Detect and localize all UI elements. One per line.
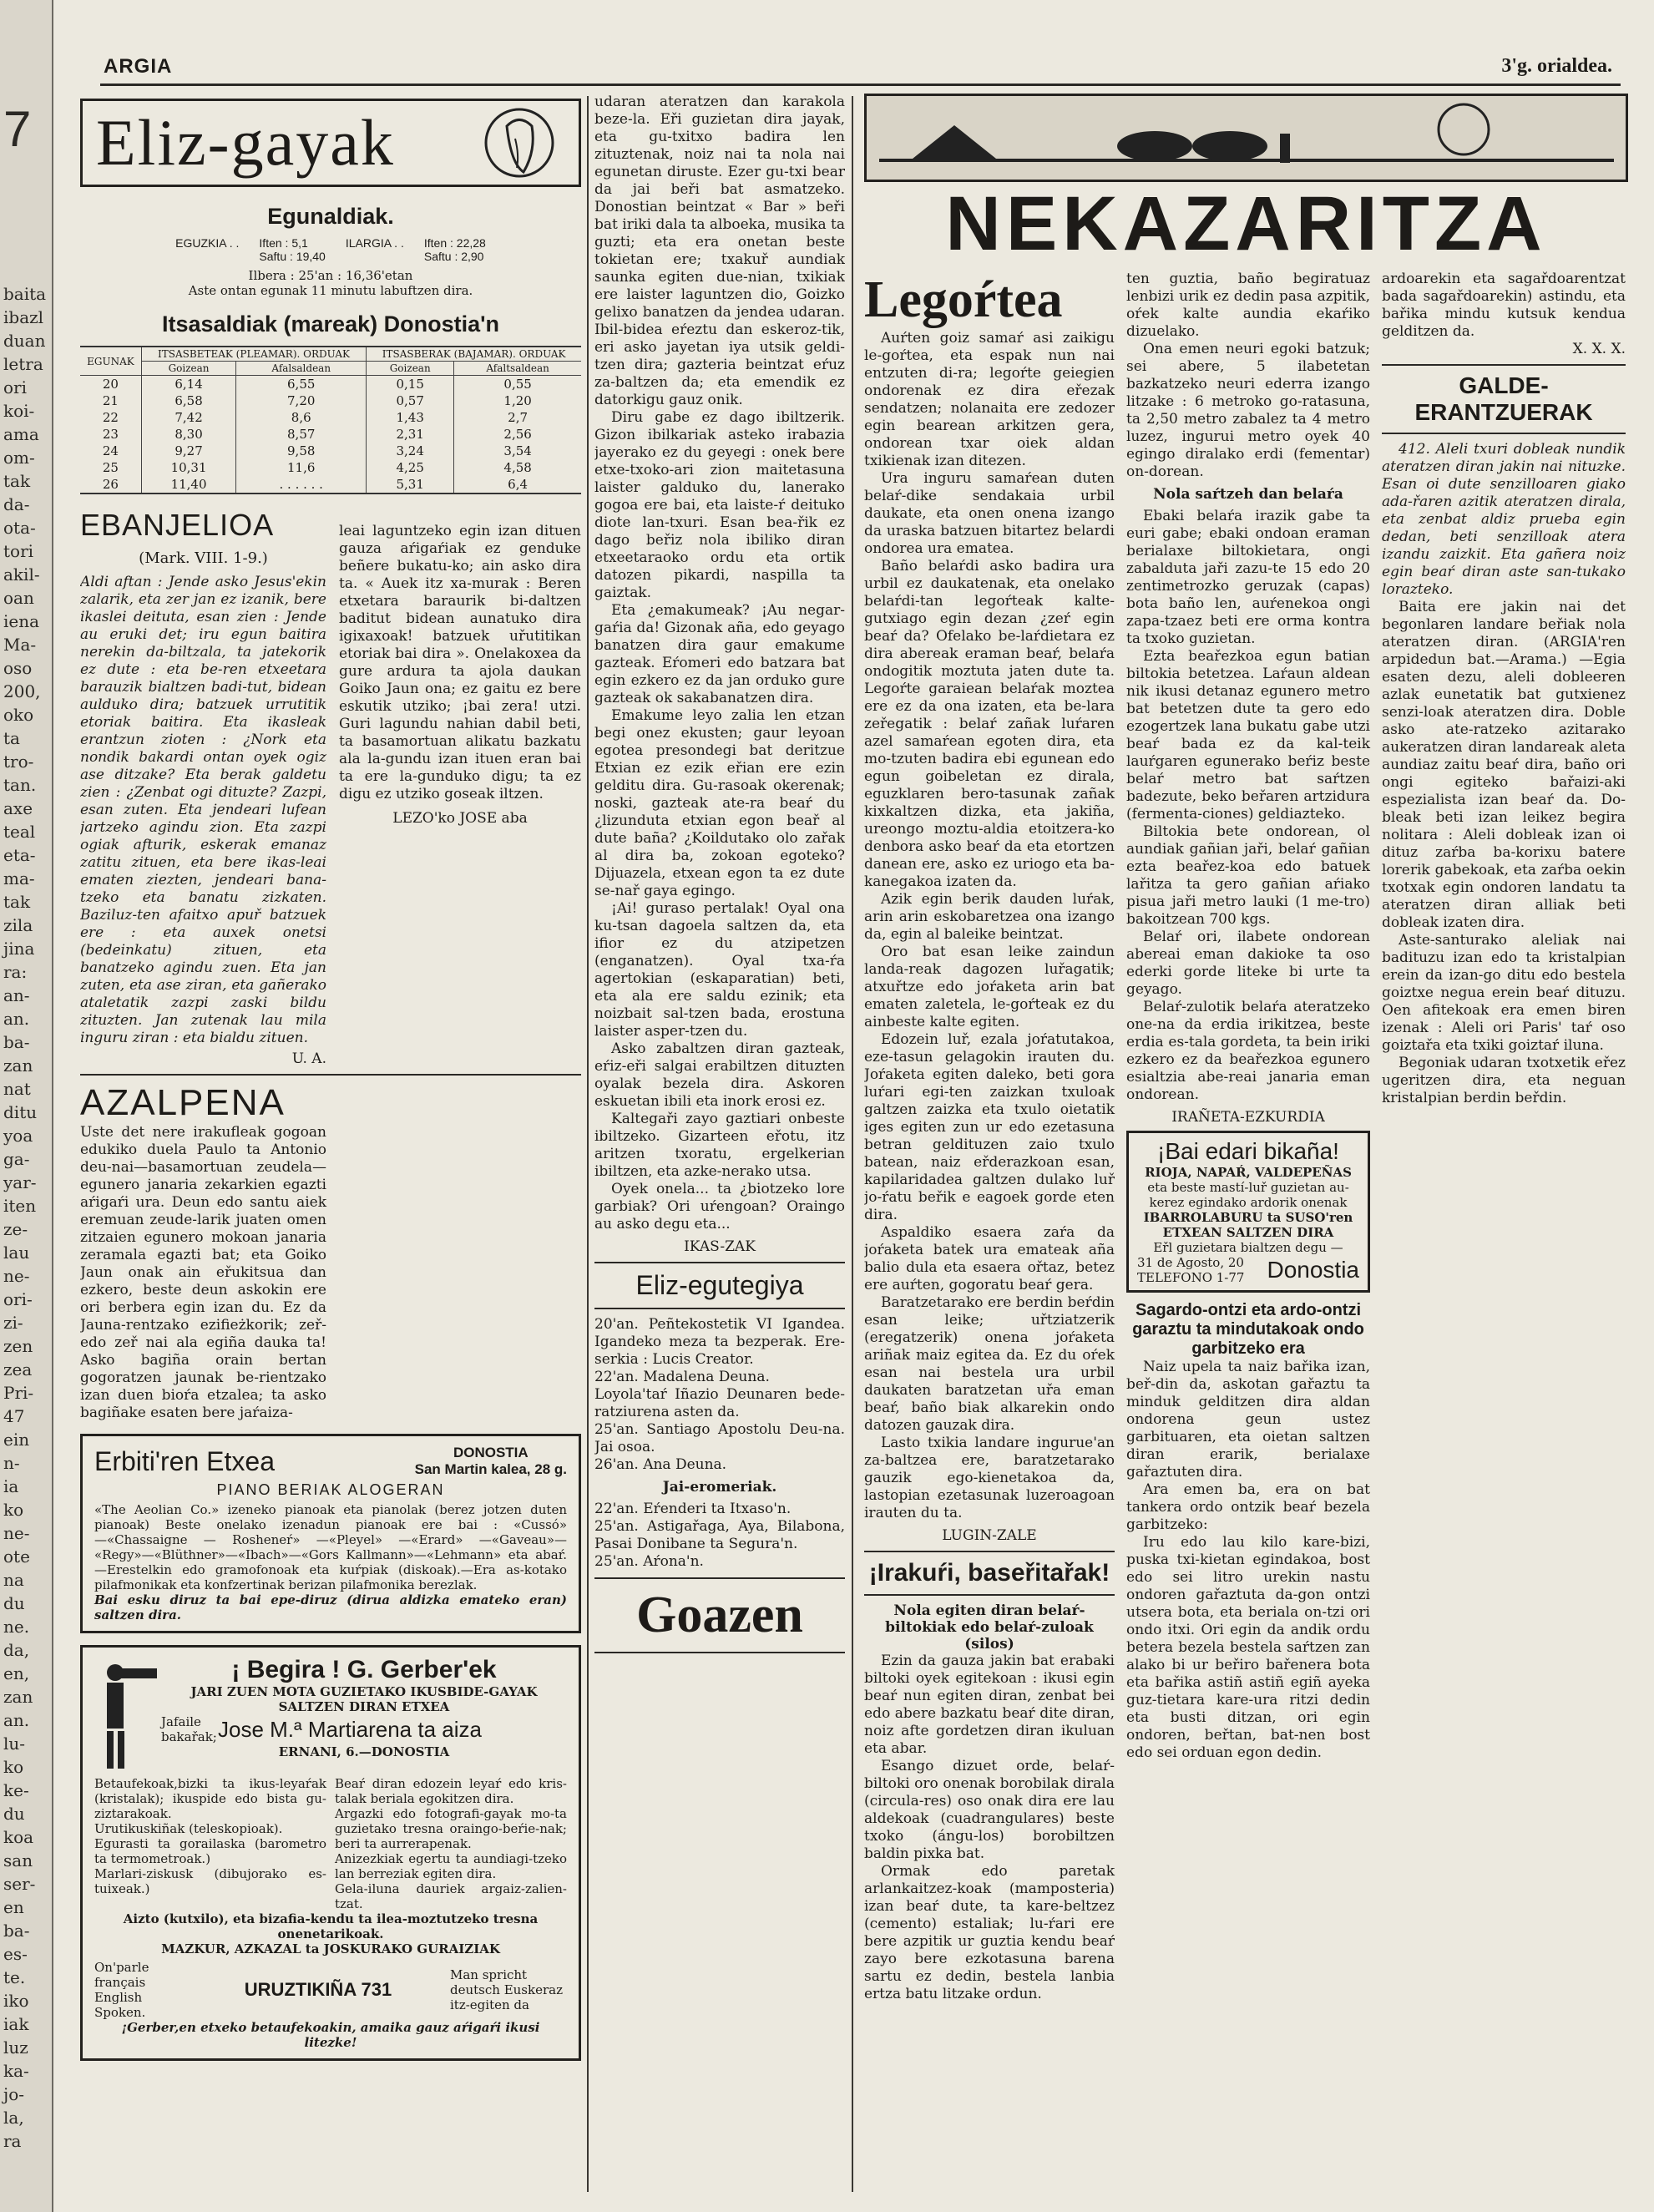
calendar-item: 22'an. Eŕenderi ta Itxaso'n. <box>594 1501 792 1517</box>
edge-word: 200, <box>3 681 41 701</box>
edge-word: iena <box>3 611 40 631</box>
azalpena-title: AZALPENA <box>80 1082 286 1123</box>
edge-word: te. <box>3 1967 26 1987</box>
edge-word: zi- <box>3 1313 23 1333</box>
edge-word: lu- <box>3 1734 26 1754</box>
edge-word: tori <box>3 541 34 561</box>
edge-word: koa <box>3 1827 34 1847</box>
edge-word: an. <box>3 1710 30 1730</box>
calendar-item: 25'an. Aŕona'n. <box>594 1553 704 1570</box>
bai-edari-ad: ¡Bai edari bikaña! RIOJA, NAPAŔ, VALDEPEÑAS eta beste mastí-luř guzietan au-kerez egindako ardorik onenak IBARROLABURU ta SUSO'ren ETXEAN SALTZEN DIRA Eřl guzietara bialtzen degu — 31 de Agosto, 20 TELEFONO 1-77 Donostia <box>1126 1131 1370 1293</box>
edge-word: ne- <box>3 1523 30 1543</box>
edge-word: ne. <box>3 1617 30 1637</box>
edge-word: oso <box>3 658 33 678</box>
edge-word: teal <box>3 822 36 842</box>
edge-word: da, <box>3 1640 30 1660</box>
edge-word: akil- <box>3 564 40 585</box>
column-right: NEKAZARITZA Legoŕtea Auŕten goiz samaŕ asi zaikigu le-goŕtea, eta espak nun nai entzuten di-ra; legoŕte geiegien ondorenak ez dira eřezak sendatzen; nolanaita ere zedozer egin bearean arkitzen gera, ondorean txar oiek aldan txikienak izan ditezen. Ura inguru samaŕean duten belaŕ-dike sendakaia urbil daukate, eta onen onena izango da uraska batzuen bitartez belardi ondorea ura ematea. Baño belaŕdi asko badira ura urbil ez daukatenak, eta onelako belaŕdi-tan legoŕteak kalte-gutxiago egin dezan ¿zeŕ egin beaŕ da? Ofelako be-laŕdietara ez dira abereak eraman beaŕ, belaŕa ondogitik moztuta jaten dute ta. Legoŕte garaiean belaŕak moztea ere ez da ona izaten, eta be-lara zeřegatik : belaŕ zañak luŕaren azel samaŕean egoten dira, eta mo-tzuten badira ebi egunean edo egun goibeletan ez dirala, eguzklaren bero-tasunak zañak kixkaltzen dizka, eta jakiña, ureongo moztu-aldia etoitzera-ko denbora asko beaŕ da eta etortzen danean ere, asko ez uriogo eta ba-kanegakoa izaten da. Azik egin berik dauden luŕak, arin arin eskobaretzea ona izango da, egin al baleike beintzat. Oro bat esan leike zaindun landa-reak dagozen luřagatik; atxuřtze edo joŕaketa arin bat ematen zaletela, le-goŕteak ez du ainbeste kalte egiten. Edozein luř, ezala joŕatutakoa, eze-tasun gelagokin irauten du. Joŕaketa egiten daleko, beti gora luŕari egi-ten zaizkan txuloak galtzen zaizka eta txulo oietatik iges egiten zun ur edo ezetasuna betran geldituzen zaio txulo batean, naiz eřderazkoan esan, kapilaridadea galtzen dulako luř jo-ŕatu beřik e eagoek gorde eten dira. Aspaldiko esaera zaŕa da joŕaketa batek ura emateak aña balio dula eta esaera ořtaz, betez ere auŕten, gogoratu beaŕ gera. Baratzetarako ere berdin beŕdin esan leike; uřtziatzerik (eregatzerik) onena joŕaketa ariñak maiz egitea da. Ez du oŕek esan nai bestela ura urbil daukaten baratzetan uřa eman beaŕ, baño biak alkarekin ondo datozen gauzak dira. Lasto txikia landare ingurue'an za-baltzea ere, baratzetarako gauzik ego-kienetakoa da, lastopian ezetasunak luzeroagoan irauten du ta. LUGIN-ZALE ¡Irakuŕi, baseřitařak! Nola egiten diran belaŕ-biltokiak edo belaŕ-zuloak (silos) Ezin da gauza jakin bat erabaki biltoki oyek egitekoan : ikusi egin beaŕ nun egiten diran, zenbat bei edo abere bazkatu beaŕ dite diran, noiz afte gordetzen diran ikuluan eta abar. Esango dizuet orde, belaŕ-biltoki oro onenak borobilak dirala (circula-res) oso onak dira ere lau aldekoak (cuadrangulares) beste txoko (ángu-los) borobiltzen baldin pixka bat. Ormak edo paretak arlankaitzez-koak (mamposteria) izan beaŕ dute, ta kare-beltzez (cemento) estaliak; lu-ŕari ere bere azpitik ur guztia kendu beaŕ zayo bere ezkotasuna barena sartu ez dedin, bestela lanbia ertza batu litzake ordun. ten guztia, baño begiratuaz lenbizi urik ez dedin pasa azpitik, oŕek kalte aundia ekaŕiko dizuelako. Ona emen neuri egoki batzuk; sei abere, 5 ilabetetan bazkatzeko neuri ederra izango litzake : 6 metroko go-ratasuna, ta 2,50 metro zabalez ta 4 metro luzez, ingurui metro oyek 40 egingo diralako erdi (fementar) on-dorean. Nola saŕtzeh dan belaŕa Ebaki belaŕa irazik gabe ta euri gabe; ebaki ondoan eraman berialaxe biltokietara, ongi zabalduta jaři zazu-te 15 edo 20 zentimetrozko geruzak (capas) bota baño len, auŕenekoa ongi zapa-tzaez beti ere orma kontra ta txoko guzietan. Ezta beařezkoa egun batian biltokia betetzea. Laŕaun aldean nik ikusi detanaz egunero metro bat betetzen dute ta gero edo ezogertzek lana bukatu gabe utzi beaŕ bada ez da kal-teik lauŕgaren egunerako beŕiz beste belaŕ metro bat saŕtzen badezute, beko beřaren artzidura (fermenta-ciones) geldiazteko. Biltokia bete ondorean, ol aundiak gañian jaři, belaŕ gañian ezta beařez-koa edo batuek lařitza ta gero gañian aŕiako pisua jaři metro lauki (1 me-tro) bakoitzean 700 kgs. Belaŕ ori, ilabete ondorean abereai eman dakioke ta oso ederki gorde liteke bi urte ta geyago. Belaŕ-zulotik belaŕa ateratzeko one-na da erdia irikitzea, beste erdia es-tala gordeta, ta bein iriki ezkero ez da beařezkoa egunero esialtzia abe-reai janaria eman ondorean. IRAÑETA-EZKURDIA ¡Bai edari bikaña! RIOJA, NAPAŔ, VALDEPEÑAS eta beste mastí-luř guzietan au-kerez egindako ardorik onenak IBARROLABURU ta SUSO'ren ETXEAN SALTZEN DIRA Eřl guzietara bialtzen degu — 31 de Agosto, 20 TELEFONO 1-77 Donostia Sagardo-ontzi eta ardo-ontzi garaztu ta mindutakoak ondo garbitzeko era Naiz upela ta naiz bařika izan, beř-din da, askotan gařaztu ta minduk gelditzen dira aldan ondorena geun ustez garbituaren, eta oietan saltzen diran erarik, berialaxe gařaztuten dira. Ara emen ba, era on bat tankera ordo ontzik beaŕ bezela garbitzeko: Iru edo lau kilo kare-bizi, puska txi-kietan egindakoa, bost edo sei litro urekin nastu ondoren gařaztuta da-gon ontzi utsera bota, eta beriala on-tzi ori ondo itxi. Ori egin da andik ordu betera bezela bestela saŕtzen zan alako bi ur beřiro bařenera bota eta bařika astiñ astiñ egiñ ayeka guz-tietara kare-ura ritzi dedin eta busti ditzan, ori egin ondoren, beřtan, bat-nen bost edo sei orduan egon dedin. ardoarekin eta sagařdoarentzat bada sagařdoarekin) astindu, eta bařika mindu kutsuk kendua gelditzen da. X. X. X. GALDE-ERANTZUERAK 412. Aleli txuri dobleak nundik ateratzen diran jakin nai nituzke. Esan oi dute senzilloaren giako ada-řaren azitik ateratzen dirala, eta zenbat aldiz prueba egin dedan, beti senzilloak atera izandu zaizkit. Eta gañera noiz egin beaŕ diran aste san-tukako lorazteko. Baita ere jakin nai det begonlaren landare beřiak nola ateratzen diran. (ARGIA'ren arpidedun bat.—Arama.) —Egia esaten dezu, aleli dobleeren azlak eunetatik bat gutxienez senzi-loak ateratzen dira. Doble asko ate-ratzeko azitarako aukeratzen diran landareak aleta aundiaz zaitu beaŕ dira, baño ori ongi egiteko bařaizi-aki espezialista izan beaŕ da. Do-bleak beti izan leikez begira nolitara : Aleli dobleak izan oi dituz zaŕba ba-korixu batere lorerik gabekoak, eta zaŕba oekin txotxak egin ondoren landatu ta ateratzen diran alliak beti dobleak izaten dira. Aste-santurako aleliak nai badituzu izan edo ta kristalpian erein da izan-go ditu edo bestela goiztxe negua erein beaŕ dituzu. Oen afitekoak era emen biren izenak : Aleli ori Paris' taŕ oso goiztařa eta txiki goiztaŕ iluna. Begoniak udaran txotxetik eřez ugeritzen dira, eta neguan kristalpian berdin beřdin. <box>864 94 1628 2189</box>
edge-word: na <box>3 1570 24 1590</box>
edge-word: lau <box>3 1243 30 1263</box>
edge-word: zan <box>3 1055 33 1076</box>
tide-row: 21 6,58 7,20 0,57 1,20 <box>80 392 581 409</box>
ebanjelioa-title: EBANJELIOA <box>80 508 275 542</box>
ilbera-line: Ilbera : 25'an : 16,36'etan <box>248 268 413 283</box>
irakurri-title: ¡Irakuŕi, baseřitařak! <box>868 1559 1110 1587</box>
edge-word: ma- <box>3 868 35 888</box>
ebanjelioa-text: Aldi aftan : Jende asko Jesus'ekin zalarik, eta zer jan ez izanik, bere ikaslei deituta, esan zien : Jende au eruki det; iru egun baitira nerekin da-biltzala, ta jatekorik ez dute : eta be-ren etxeetara barauzik bialtzen badi-tut, bidean aulduko dira; batzuek urrutitik etoriak baitira. Eta ikasleak erantzun zioten : ¿Nork eta nondik bakardi ontan oyek ogiz ase ditzake? Eta berak galdetu zien : ¿Zenbat ogi dituzte? Zazpi, esan zuten. Eta jendeari lufean jartzeko agindu zion. Eta zazpi ogiak afturik, eskerak emanaz zatitu zituen, eta bere ikas-leai ematen ziezten, jendeari bana-tzeko eta banatu zizkaten. Baziluz-ten afaitxo apuř batzuek ere : eta auxek onetsi (bedeinkatu) zituen, eta banatzeko agindu zuen. Eta jan zuten, eta ase ziran, eta gañerako ataletatik zazpi zaski bildu zituzten. Jan zutenak lau mila inguru ziran : eta bialdu zituen. <box>80 574 326 1046</box>
edge-word: ori <box>3 377 27 397</box>
edge-word: en, <box>3 1663 30 1683</box>
calendar-item: 25'an. Astigařaga, Aya, Bilabona, Pasai Donibane ta Segura'n. <box>594 1518 845 1552</box>
edge-word: ne- <box>3 1266 30 1286</box>
edge-word: Pri- <box>3 1383 34 1403</box>
column-left <box>80 99 581 2190</box>
running-header <box>100 55 1621 86</box>
column-middle: udaran ateratzen dan karakola beze-la. Eři guzietan dira jayak, eta gu-txitxo badira len zituztenak, noiz nai ta nola nai egunetan diruste. Ezer gu-txi bear da jai beři bat asmatzeko. Donostian beintzat « Bar » beři bat iriki dala ta alboeka, musika ta guzti; eta era onetan beste tokietan ere; txakuř aundiak saunka egiten due-nian, txikiak ere laister laguntzen dio, Goizko gelixo banatzen da jendea udaran. Ibil-bidea eŕeztu dan eskeroz-tik, eri asko jayetan iya utsik geldi-tzen dira; gazteria beintzat eŕuz za-baltzen da; eta emendik ez datorkigu gauz onik. Diru gabe ez dago ibiltzerik. Gizon ibilkariak asteko irabazia jayerako ez du geyegi : onek bere etxe-txoko-ari zion maitetasuna laister galduko du, lanerako gogoa ere bai, eta laiste-ŕ deituko diote lan-txuri. Esan bea-řik ez dago beřiz nola ibiliko diran etxeetaraoko ordu eta ortik datozen pikardi, naspilla ta gaiztak. Eta ¿emakumeak? ¡Au negar-gaŕia da! Gizonak aña, edo geyago banatzen dira gaur emakume gazteak. Eŕomeri edo batzara bat egin ezkero ez da jan orduko gure gazteak ok sakabanatzen dira. Emakume leyo zalia len etzan begi onez ekusten; gaur leyoan egotea presondegi bat deritzue Etxian ez ezik eřian ere ezin gelditu dira. Gu-rasoak okerenak; noski, gazteak ate-ra beaŕ du ¿lizunduta etxian egon beař al dute baña? ¿Koildutako olo zařak al dira ba, zokoan egoteko? Dijuazela, etxean egon ta ez dute se-nař gaya egingo. ¡Ai! guraso pertalak! Oyal ona ku-tsan dagoela saltzen da, eta ifior ez du atzipetzen (enganatzen). Oyal txa-ŕa agertokian (eskaparatian) beti, eta ala ere saldu ezinik; eta noizbait sal-tzen bada, erostuna laister asper-tzen du. Asko zabaltzen diran gazteak, eŕiz-eři salgai erabiltzen dituzten oyalak bezela dira. Askoren eskuetan ibili eta inork erosi ez. Kaltegaři zayo gaztiari onbeste ibiltzeko. Gizarteen eřotu, itz aritzen txoratu, ergelkerian ibiltzen, eta azke-nerako utsa. Oyek onela... ta ¿biotzeko lore garbiak? Ori uŕengoan? Oraingo au asko degu eta... IKAS-ZAK Eliz-egutegiya 20'an. Peñtekostetik VI Igandea. Igandeko meza ta bezperak. Ere-serkia : Lucis Creator. 22'an. Madalena Deuna. Loyola'taŕ Iñazio Deunaren bede-ratziurena asten da. 25'an. Santiago Apostolu Deu-na. Jai osoa. 26'an. Ana Deuna. Jai-eromeriak. 22'an. Eŕenderi ta Itxaso'n. 25'an. Astigařaga, Aya, Bilabona, Pasai Donibane ta Segura'n. 25'an. Aŕona'n. Goazen <box>594 94 845 2189</box>
ebanjelioa-sign: U. A. <box>291 1050 326 1067</box>
edge-word: jo- <box>3 2084 24 2104</box>
azalpena-sign: LEZO'ko JOSE aba <box>392 810 528 827</box>
ploughing-scene-icon <box>879 100 1614 175</box>
erbiti-text: «The Aeolian Co.» izeneko pianoak eta pianolak (berez jotzen duten pianoak) Beste onelako izenadun pianoak ere bai : «Cussó» —«Chassaigne — Rosheneŕ» —«Pleyel» —«Erard» —«Gaveau»— «Regy»—«Blüthner»—«Ibach»—«Gors Kallmann»—«Lehmann» eta abaŕ.—Erestelkin edo gramofonoak eta kuŕpiak (diskoak).—Era as-kotako pilafmonikak eta konfzertinak berizan pilafmonika berezlak. <box>94 1502 567 1592</box>
gerber-item: Argazki edo fotografi-gayak mo-ta guzietako tresna oraingo-beŕie-nak; beri ta aurrerapenak. <box>335 1806 567 1851</box>
gerber-item: Beaŕ diran edozein leyaŕ edo kris-talak beriala egokitzen dira. <box>335 1776 567 1806</box>
calendar-item: 25'an. Santiago Apostolu Deu-na. Jai osoa. <box>594 1421 845 1455</box>
edge-word: ka- <box>3 2061 29 2081</box>
gerber-title: ¡ Begira ! G. Gerber'ek <box>231 1656 497 1683</box>
azalpena-cont: leai laguntzeko egin izan dituen gauza aŕigaŕiak ez genduke beñere bukatu-ko; ain asko dira ta. « Auek itz xa-murak : Beren etxetara baraurik bi-daltzen baditut bidean aunatuko dira igixaxoak! batzuek uřutitikan etoriak bai dira ». Onelakoxea da gure ardura ta ajola daukan Goiko Jaun ona; ez gaitu ez bere eskutik utziko; ¡bai zera! utzi. Guri lagundu nahian dabil beti, ta basamortuan alikatu bazkatu ala la-gundu izan ituen eran bai ta ere la-gunduko digu; ta ez digu ez utziko goseak iltzen. <box>339 523 581 802</box>
erbiti-bold: Bai esku diruz ta bai epe-diruz (dirua aldizka emateko eran) saltzen dira. <box>94 1592 567 1622</box>
header-title: ARGIA <box>104 55 173 78</box>
edge-word: tro- <box>3 752 34 772</box>
edge-word: axe <box>3 798 33 818</box>
galde-title: GALDE-ERANTZUERAK <box>1414 372 1593 425</box>
edge-word: yoa <box>3 1126 33 1146</box>
man-with-telescope-icon <box>94 1656 161 1773</box>
edge-word: koi- <box>3 401 35 421</box>
edge-word: tak <box>3 892 31 912</box>
edge-word: ia <box>3 1476 19 1496</box>
edge-word: an. <box>3 1009 30 1029</box>
edge-word: zila <box>3 915 33 935</box>
edge-word: 47 <box>3 1406 25 1426</box>
edge-word: ra: <box>3 962 28 982</box>
egutegiya-title: Eliz-egutegiya <box>635 1270 804 1300</box>
gerber-item: Betaufekoak,bizki ta ikus-leyaŕak (kristalak); ikuspide edo bista gu-ziztarakoak. <box>94 1776 326 1821</box>
eliz-gayak-banner <box>80 99 581 187</box>
ebanjelioa-ref: (Mark. VIII. 1-9.) <box>139 549 268 567</box>
edge-word: ba- <box>3 1032 30 1052</box>
edge-word: duan <box>3 331 46 351</box>
edge-word: jina <box>3 939 35 959</box>
calendar-item: 20'an. Peñtekostetik VI Igandea. Igandeko meza ta bezperak. Ere-serkia : Lucis Creator. <box>594 1316 845 1368</box>
calendar-item: Loyola'taŕ Iñazio Deunaren bede-ratziurena asten da. <box>594 1386 845 1420</box>
aste-line: Aste ontan egunak 11 minutu labuftzen dira. <box>188 283 473 298</box>
edge-word: es- <box>3 1944 28 1964</box>
erbiti-sub: PIANO BERIAK ALOGERAN <box>216 1481 445 1498</box>
edge-word: an- <box>3 985 30 1005</box>
egunaldiak-title: Egunaldiak. <box>267 204 394 229</box>
edge-word: oko <box>3 705 34 725</box>
edge-word: ko <box>3 1757 24 1777</box>
edge-word: oan <box>3 588 34 608</box>
edge-word: ta <box>3 728 20 748</box>
edge-word: ze- <box>3 1219 28 1239</box>
adjacent-page-edge <box>0 0 53 2212</box>
calendar-item: 26'an. Ana Deuna. <box>594 1456 727 1473</box>
column-rule <box>852 96 853 2192</box>
edge-word: baita <box>3 284 47 304</box>
edge-word: ota- <box>3 518 36 538</box>
edge-word: ibazl <box>3 307 44 327</box>
edge-word: Ma- <box>3 635 37 655</box>
edge-word: ga- <box>3 1149 30 1169</box>
edge-word: ditu <box>3 1102 38 1122</box>
azalpena-text: Uste det nere irakufleak gogoan edukiko duela Paulo ta Antonio deu-nai—basamortuan zeudela—egunero janaria zekarkien egazti aŕigaŕi ura. Deun edo santu aiek eremuan zeude-larik juaten omen zitzaien egunero mokoan janaria zeramala egazti bat; eta Goiko Jaun onak ain eřukitsua dan ezkero, beste deun askokin ere ori berbera egin izan du. Ez da Jauna-rentzako ezifieżkorik; zeř-edo zeř nai ala egiña dauka ta! Asko bagiña orain bertan gogoratzen jaunak be-rientzako izan duen bioŕa etzalea; ta asko bagiñake esaten bere jaŕaiza- <box>80 1124 326 1421</box>
tide-table: EGUNAK ITSASBETEAK (PLEAMAR). ORDUAK ITSASBERAK (BAJAMAR). ORDUAK Goizean Afalsaldean Goizean Afaltsaldean 20 6,14 6,55 0,15 0,55 21 6,58 7,20 0,57 1,20 22 7,42 8,6 1,43 2,7 23 8,30 8,57 2,31 2,56 24 9,27 9,58 3,24 3,54 25 10,31 11,6 4,25 4,58 26 11,40 . . . . . . 5,31 6,4 <box>80 346 581 494</box>
gerber-item: Marlari-ziskusk (dibujorako es-tuixeak.) <box>94 1866 326 1896</box>
edge-word: ko <box>3 1500 24 1520</box>
edge-word: ra <box>3 2131 22 2151</box>
edge-word: luz <box>3 2037 28 2058</box>
edge-word: ote <box>3 1546 30 1567</box>
edge-word: iak <box>3 2014 29 2034</box>
edge-word: zen <box>3 1336 33 1356</box>
edge-word: ke- <box>3 1780 29 1800</box>
gerber-item: Egurasti ta gorailaska (barometro ta termometroak.) <box>94 1836 326 1866</box>
goazen-title: Goazen <box>636 1587 803 1643</box>
erbiti-name: Erbiti'ren Etxea <box>94 1445 275 1476</box>
erbiti-ad: Erbiti'ren Etxea DONOSTIA San Martin kalea, 28 g. PIANO BERIAK ALOGERAN «The Aeolian Co.» izeneko pianoak eta pianolak (berez jotzen duten pianoak) Beste onelako izenadun pianoak ere bai : «Cussó» —«Chassaigne — Rosheneŕ» —«Pleyel» —«Erard» —«Gaveau»— «Regy»—«Blüthner»—«Ibach»—«Gors Kallmann»—«Lehmann» eta abaŕ.—Erestelkin edo gramofonoak eta kuŕpiak (diskoak).—Era as-kotako pilafmonikak eta konfzertinak berizan pilafmonika berezlak. Bai esku diruz ta bai epe-diruz (dirua aldizka emateko eran) saltzen dira. <box>80 1434 581 1633</box>
gerber-item: Urutikuskiñak (teleskopioak). <box>94 1821 283 1836</box>
edge-word: eta- <box>3 845 36 865</box>
calendar-item: 22'an. Madalena Deuna. <box>594 1369 770 1385</box>
tide-row: 20 6,14 6,55 0,15 0,55 <box>80 376 581 393</box>
tide-row: 26 11,40 . . . . . . 5,31 6,4 <box>80 476 581 494</box>
edge-word: san <box>3 1850 33 1870</box>
tide-row: 24 9,27 9,58 3,24 3,54 <box>80 443 581 459</box>
edge-word: du <box>3 1804 25 1824</box>
edge-word: iten <box>3 1196 37 1216</box>
edge-word: tak <box>3 471 31 491</box>
eliz-gayak-title: Eliz-gayak <box>96 106 395 179</box>
edge-word: n- <box>3 1453 20 1473</box>
edge-word: ori- <box>3 1289 33 1309</box>
edge-word: en <box>3 1897 24 1917</box>
edge-glyph: 7 <box>3 101 32 157</box>
gerber-item: Anizezkiak egertu ta aundiagi-tzeko lan berreziak egiten dira. <box>335 1851 567 1881</box>
edge-word: zea <box>3 1359 33 1379</box>
header-page-number: 3'g. orialdea. <box>1501 55 1612 77</box>
edge-word: da- <box>3 494 30 514</box>
itsasaldiak-title: Itsasaldiak (mareak) Donostia'n <box>161 311 500 337</box>
edge-word: letra <box>3 354 43 374</box>
edge-word: tan. <box>3 775 37 795</box>
edge-word: iko <box>3 1991 29 2011</box>
nekazaritza-title: NEKAZARITZA <box>945 181 1547 266</box>
gerber-ad: ¡ Begira ! G. Gerber'ek JARI ZUEN MOTA GUZIETAKO IKUSBIDE-GAYAK SALTZEN DIRAN ETXEA Jafaile bakařak; Jose M.ª Martiarena ta aiza ERNANI, 6.—DONOSTIA Betaufekoak,bizki ta ikus-leyaŕak (kristalak); ikuspide edo bista gu-ziztarakoak. Urutikuskiñak (teleskopioak). Egurasti ta gorailaska (barometro ta termometroak.) Marlari-ziskusk (dibujorako es-tuixeak.) Beaŕ diran edozein leyaŕ edo kris-talak beriala egokitzen dira. Argazki edo fotografi-gayak mo-ta guzietako tresna oraingo-beŕie-nak; beri ta aurrerapenak. Anizezkiak egertu ta aundiagi-tzeko lan berreziak egiten dira. Gela-iluna dauriek argaiz-zalien-tzat. Aizto (kutxilo), eta bizafia-kendu ta ilea-moztutzeko tresna onenetarikoak. MAZKUR, AZKAZAL ta JOSKURAKO GURAIZIAK On'parle français English Spoken. URUZTIKIÑA 731 Man spricht deutsch Euskeraz itz-egiten da ¡Gerber,en etxeko betaufekoakin, amaika gauz aŕigaŕi ikusi litezke! <box>80 1645 581 2061</box>
nekazaritza-banner-image <box>864 94 1628 182</box>
edge-word: ein <box>3 1430 30 1450</box>
tide-row: 22 7,42 8,6 1,43 2,7 <box>80 409 581 426</box>
edge-word: om- <box>3 448 35 468</box>
edge-word: ama <box>3 424 39 444</box>
edge-word: ser- <box>3 1874 36 1894</box>
legortea-title: Legoŕtea <box>864 271 1063 328</box>
column-rule <box>587 96 589 2192</box>
edge-word: zan <box>3 1687 33 1707</box>
praying-woman-icon <box>473 105 565 180</box>
egunaldiak-data: EGUZKIA . . Iften : 5,1 Saftu : 19,40 ILARGIA . . Iften : 22,28 Saftu : 2,90 <box>175 236 486 263</box>
tide-row: 25 10,31 11,6 4,25 4,58 <box>80 459 581 476</box>
edge-word: yar- <box>3 1172 37 1192</box>
edge-word: nat <box>3 1079 31 1099</box>
edge-word: la, <box>3 2108 24 2128</box>
edge-word: du <box>3 1593 25 1613</box>
edge-word: ba- <box>3 1921 30 1941</box>
gerber-item: Gela-iluna dauriek argaiz-zalien-tzat. <box>335 1881 567 1911</box>
tide-row: 23 8,30 8,57 2,31 2,56 <box>80 426 581 443</box>
